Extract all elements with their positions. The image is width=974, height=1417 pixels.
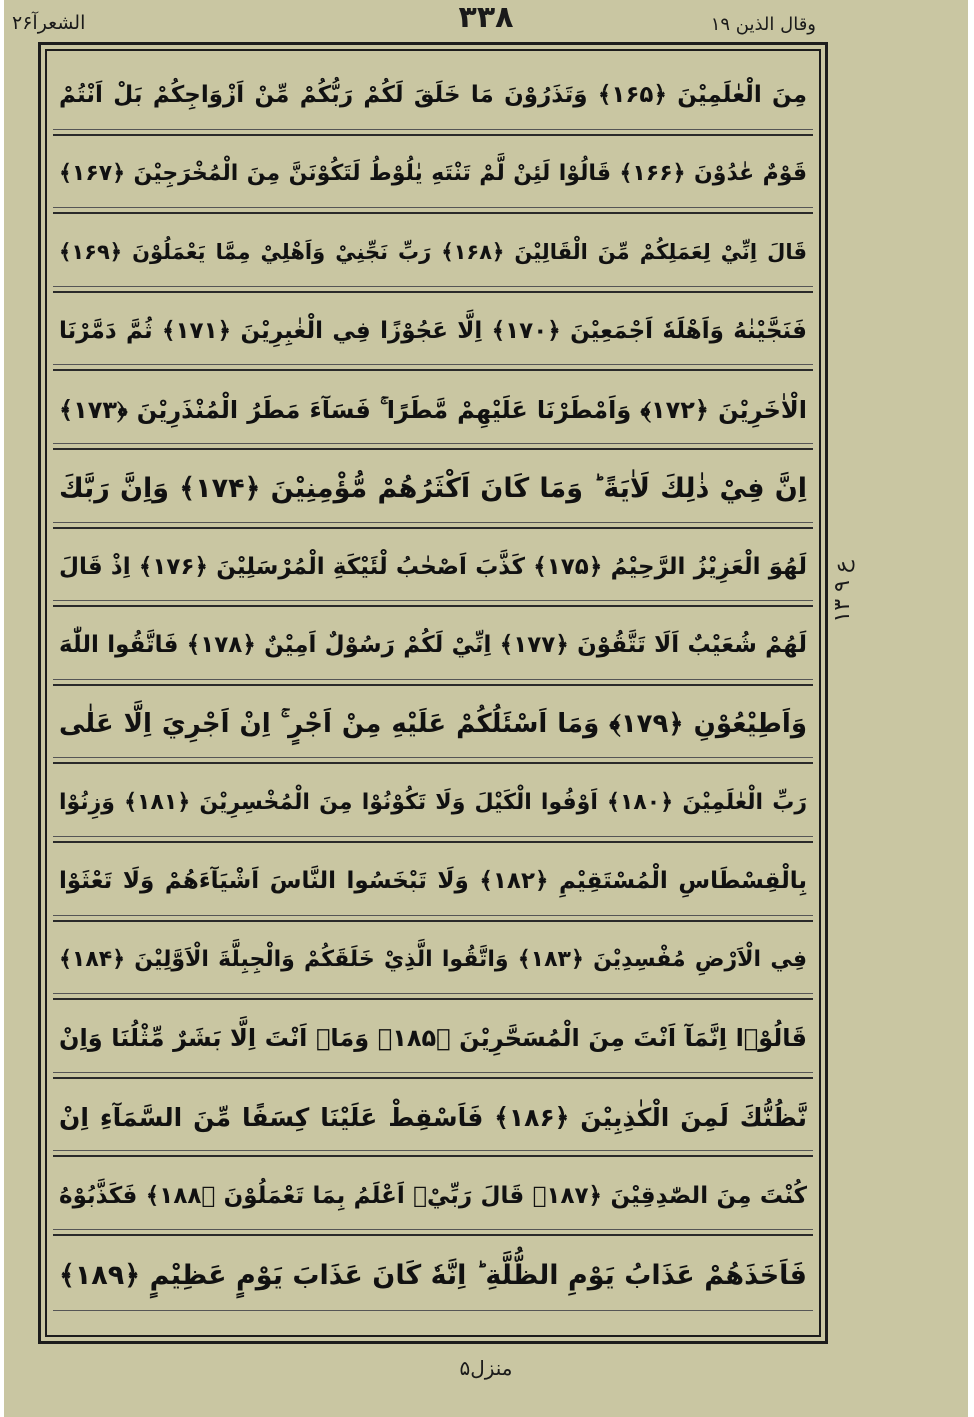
verse-line	[53, 922, 813, 1001]
verse-line	[53, 1079, 813, 1158]
verse-text: نَّظُنُّكَ لَمِنَ الْكٰذِبِيْنَ ﴿۱۸۶﴾ فَاَسْقِطْ عَلَيْنَا كِسَفًا مِّنَ السَّمَآءِ اِنْ	[59, 1102, 808, 1132]
verse-lines	[53, 57, 813, 1329]
verse-line	[53, 293, 813, 372]
verse-text: قَالُوْۤا اِنَّمَآ اَنْتَ مِنَ الْمُسَحَّرِيْنَ ﴿۱۸۵﴾ وَمَاۤ اَنْتَ اِلَّا بَشَرٌ مِّثْلُنَا وَاِنْ	[59, 1024, 807, 1053]
verse-line	[53, 136, 813, 215]
text-frame	[38, 42, 828, 1344]
verse-text: فَنَجَّيْنٰهُ وَاَهْلَهٗ اَجْمَعِيْنَ ﴿۱۷۰﴾ اِلَّا عَجُوْزًا فِي الْغٰبِرِيْنَ ﴿۱۷۱﴾ ثُمَّ دَمَّرْنَا	[59, 318, 807, 345]
verse-text: اِنَّ فِيْ ذٰلِكَ لَاٰيَةً ؕ وَمَا كَانَ اَكْثَرُهُمْ مُّؤْمِنِيْنَ ﴿۱۷۴﴾ وَاِنَّ رَبَّكَ	[59, 472, 808, 504]
verse-text: قَوْمٌ عٰدُوْنَ ﴿۱۶۶﴾ قَالُوْا لَئِنْ لَّمْ تَنْتَهِ يٰلُوْطُ لَتَكُوْنَنَّ مِنَ الْمُخْرَجِيْنَ ﴿۱۶۷﴾	[59, 161, 807, 187]
verse-line	[53, 607, 813, 686]
surah-name: الشعرآ۲۶	[12, 12, 86, 34]
verse-text: فِي الْاَرْضِ مُفْسِدِيْنَ ﴿۱۸۳﴾ وَاتَّقُوا الَّذِيْ خَلَقَكُمْ وَالْجِبِلَّةَ الْاَوَّلِيْنَ ﴿۱۸۴﴾	[59, 947, 807, 973]
verse-text: كُنْتَ مِنَ الصّٰدِقِيْنَ ﴿۱۸۷﴾ قَالَ رَبِّيْۤ اَعْلَمُ بِمَا تَعْمَلُوْنَ ﴿۱۸۸﴾ فَكَذَّبُوْهُ	[59, 1182, 807, 1209]
page-number: ۳۳۸	[458, 0, 514, 35]
verse-text: بِالْقِسْطَاسِ الْمُسْتَقِيْمِ ﴿۱۸۲﴾ وَلَا تَبْخَسُوا النَّاسَ اَشْيَآءَهُمْ وَلَا تَعْثَوْا	[59, 868, 807, 895]
verse-line	[53, 371, 813, 450]
verse-line	[53, 529, 813, 608]
verse-line	[53, 686, 813, 765]
quran-page	[4, 0, 968, 1417]
verse-text: مِنَ الْعٰلَمِيْنَ ﴿۱۶۵﴾ وَتَذَرُوْنَ مَا خَلَقَ لَكُمْ رَبُّكُمْ مِّنْ اَزْوَاجِكُمْ بَلْ اَنْتُمْ	[59, 82, 807, 109]
juz-name: وقال الذین ۱۹	[710, 14, 816, 35]
verse-line	[53, 843, 813, 922]
verse-line	[53, 214, 813, 293]
verse-text: رَبِّ الْعٰلَمِيْنَ ﴿۱۸۰﴾ اَوْفُوا الْكَيْلَ وَلَا تَكُوْنُوْا مِنَ الْمُخْسِرِيْنَ ﴿۱۸۱﴾ وَزِنُوْا	[59, 790, 807, 816]
verse-line	[53, 1236, 813, 1315]
verse-text: فَاَخَذَهُمْ عَذَابُ يَوْمِ الظُّلَّةِ ؕ اِنَّهٗ كَانَ عَذَابَ يَوْمٍ عَظِيْمٍ ﴿۱۸۹﴾	[59, 1259, 807, 1291]
verse-text: قَالَ اِنِّيْ لِعَمَلِكُمْ مِّنَ الْقَالِيْنَ ﴿۱۶۸﴾ رَبِّ نَجِّنِيْ وَاَهْلِيْ مِمَّا يَعْمَلُوْنَ ﴿۱۶۹﴾	[59, 240, 807, 265]
verse-text: وَاَطِيْعُوْنِ ﴿۱۷۹﴾ وَمَا اَسْئَلُكُمْ عَلَيْهِ مِنْ اَجْرٍ ۚ اِنْ اَجْرِيَ اِلَّا عَلٰى	[59, 708, 807, 739]
verse-line	[53, 57, 813, 136]
verse-line	[53, 450, 813, 529]
verse-text: لَهُوَ الْعَزِيْزُ الرَّحِيْمُ ﴿۱۷۵﴾ كَذَّبَ اَصْحٰبُ لْئَيْكَةِ الْمُرْسَلِيْنَ ﴿۱۷۶﴾ اِذْ قَالَ	[59, 553, 807, 580]
ruku-marker: ع ۹ ۱۳	[830, 560, 855, 623]
verse-line	[53, 1157, 813, 1236]
verse-line	[53, 764, 813, 843]
page-header	[4, 0, 968, 42]
manzil-footer: منزل۵	[459, 1356, 513, 1380]
verse-text: الْاٰخَرِيْنَ ﴿۱۷۲﴾ وَاَمْطَرْنَا عَلَيْهِمْ مَّطَرًا ۚ فَسَآءَ مَطَرُ الْمُنْذَرِيْنَ ﴿۱۷۳﴾	[59, 395, 807, 424]
verse-text: لَهُمْ شُعَيْبٌ اَلَا تَتَّقُوْنَ ﴿۱۷۷﴾ اِنِّيْ لَكُمْ رَسُوْلٌ اَمِيْنٌ ﴿۱۷۸﴾ فَاتَّقُوا اللّٰهَ	[59, 632, 807, 659]
verse-line	[53, 1000, 813, 1079]
